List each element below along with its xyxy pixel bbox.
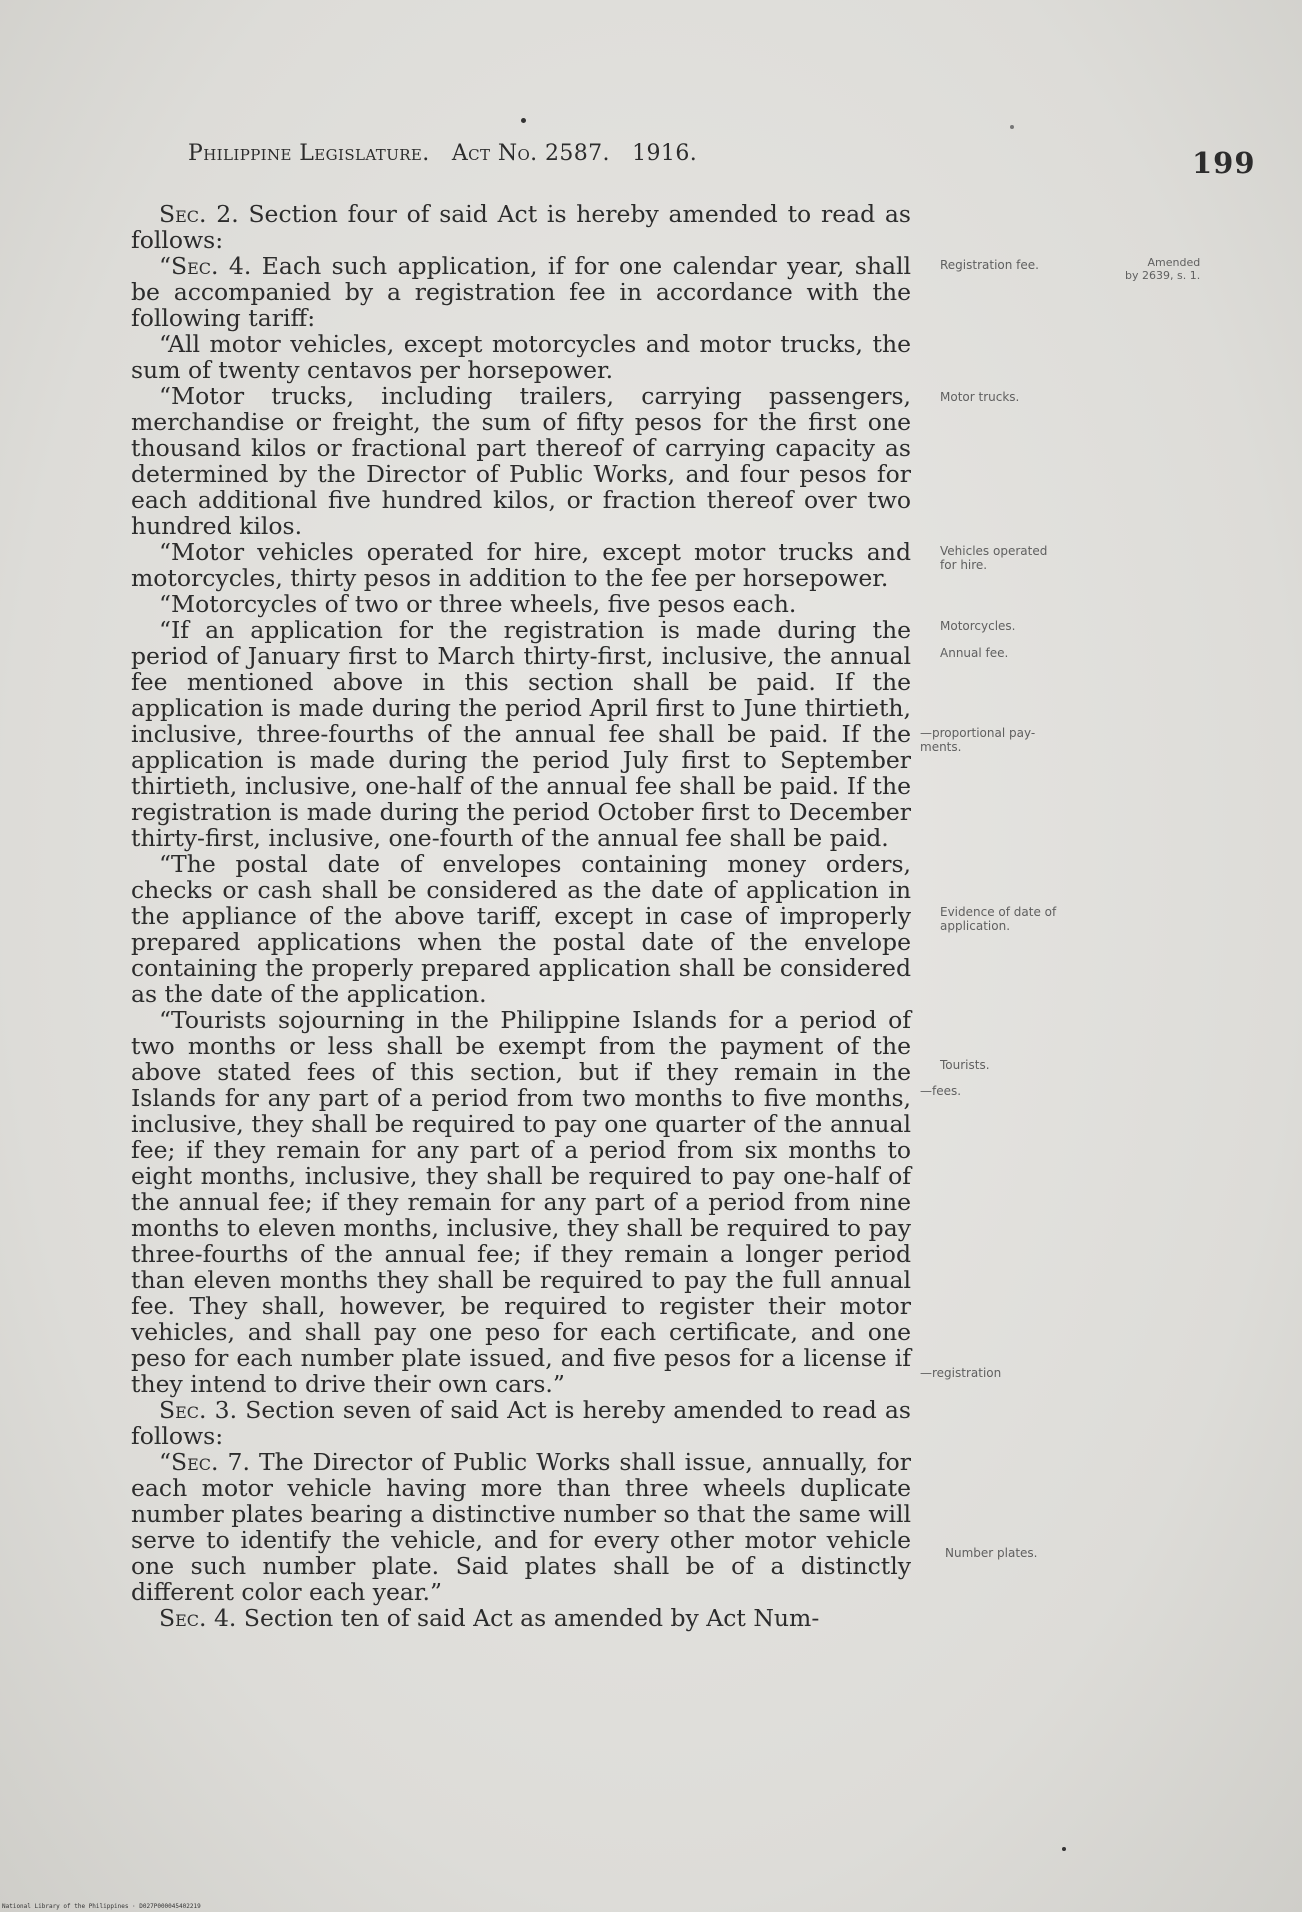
scan-speck <box>1062 1847 1066 1851</box>
margin-note-fees: —fees. <box>920 1084 962 1098</box>
amended-line: by 2639, s. 1. <box>1125 269 1201 282</box>
paragraph-text: Section seven of said Act is hereby amended to read as follows: <box>131 1396 911 1450</box>
paragraph-text: Section four of said Act is hereby amended to read as follows: <box>131 200 911 254</box>
paragraph-text: “Tourists sojourning in the Philippine Islands for a period of two months or less shall be exempt from the payment of the above stated fees of this section, but if they remain in the Islands for any part of a period from two months to five months, inclusive, they shall be required to pay one quarter of the annual fee; if they remain for any part of a period from six months to eight months, inclusive, they shall be required to pay one-half of the annual fee; if they remain for any part of a period from nine months to eleven months, inclusive, they shall be required to pay three-fourths of the annual fee; if they remain a longer period than eleven months they shall be required to pay the full annual fee. They shall, however, be required to register their motor vehicles, and shall pay one peso for each certificate, and one peso for each number plate issued, and five pesos for a license if they intend to drive their own cars.” <box>131 1006 911 1398</box>
margin-note-motorcycles: Motorcycles. <box>940 619 1016 633</box>
paragraph <box>131 539 911 591</box>
margin-note-proportional <box>920 726 1035 754</box>
note-line: for hire. <box>940 558 988 572</box>
paragraph <box>131 201 911 253</box>
paragraph-text: Section ten of said Act as amended by Act Num- <box>236 1604 820 1632</box>
note-line: application. <box>940 919 1011 933</box>
margin-note-number-plates: Number plates. <box>945 1546 1038 1560</box>
margin-note-vehicles-hire <box>940 544 1047 572</box>
note-line: —proportional pay- <box>920 726 1036 740</box>
section-label: Sec. 4. <box>159 1604 237 1632</box>
header-legislature: Philippine Legislature. <box>188 141 430 166</box>
margin-note-amended <box>1125 256 1200 282</box>
scan-speck <box>521 118 526 123</box>
paragraph <box>131 1397 911 1449</box>
paragraph <box>131 1449 911 1605</box>
paragraph <box>131 851 911 1007</box>
margin-note-tourists: Tourists. <box>940 1058 990 1072</box>
header-act: Act No. 2587. <box>451 141 610 166</box>
paragraph-text: “Motor trucks, including trailers, carrying passengers, merchandise or freight, the sum of fifty pesos for the first one thousand kilos or fractional part thereof of carrying capacity as determined by the Director of Public Works, and four pesos for each additional five hundred kilos, or fraction thereof over two hundred kilos. <box>131 382 911 540</box>
section-label: Sec. 3. <box>159 1396 238 1424</box>
paragraph <box>131 591 911 617</box>
margin-note-annual-fee: Annual fee. <box>940 646 1009 660</box>
paragraph <box>131 617 911 851</box>
running-header <box>188 141 697 166</box>
scan-speck <box>1010 125 1014 129</box>
section-label: “Sec. 7. <box>159 1448 250 1476</box>
paragraph <box>131 253 911 331</box>
paragraph-text: “If an application for the registration is made during the period of January first to March thirty-first, inclusive, the annual fee mentioned above in this section shall be paid. If the application is made during the period April first to June thirtieth, inclusive, three-fourths of the annual fee shall be paid. If the application is made during the period July first to September thirtieth, inclusive, one-half of the annual fee shall be paid. If the registration is made during the period October first to December thirty-first, inclusive, one-fourth of the annual fee shall be paid. <box>131 616 911 852</box>
margin-note-motor-trucks: Motor trucks. <box>940 390 1020 404</box>
header-year: 1916. <box>632 141 698 166</box>
paragraph-text: “The postal date of envelopes containing money orders, checks or cash shall be considered as the date of application in the appliance of the above tariff, except in case of improperly prepared applications when the postal date of the envelope containing the properly prepared application shall be considered as the date of the application. <box>131 850 911 1008</box>
paragraph-text: “All motor vehicles, except motorcycles and motor trucks, the sum of twenty centavos per horsepower. <box>131 330 911 384</box>
library-stamp: National Library of the Philippines · D027P000045402219 <box>2 1903 201 1910</box>
section-label: “Sec. 4. <box>159 252 252 280</box>
paragraph-text: “Motorcycles of two or three wheels, five pesos each. <box>159 590 797 618</box>
note-line: ments. <box>920 740 962 754</box>
margin-note-evidence <box>940 905 1056 933</box>
margin-note-registration: —registration <box>920 1366 1002 1380</box>
paragraph-text: The Director of Public Works shall issue, annually, for each motor vehicle having more than three wheels duplicate number plates bearing a distinctive number so that the same will serve to identify the vehicle, and for every other motor vehicle one such number plate. Said plates shall be of a distinctly different color each year.” <box>131 1448 911 1606</box>
paragraph <box>131 1605 911 1631</box>
paragraph-text: “Motor vehicles operated for hire, except motor trucks and motorcycles, thirty pesos in addition to the fee per horsepower. <box>131 538 911 592</box>
margin-note-registration-fee: Registration fee. <box>940 258 1039 272</box>
note-line: Vehicles operated <box>940 544 1048 558</box>
amended-line: Amended <box>1147 256 1201 269</box>
section-label: Sec. 2. <box>159 200 239 228</box>
note-line: Evidence of date of <box>940 905 1057 919</box>
paragraph <box>131 1007 911 1397</box>
page-number: 199 <box>1192 146 1256 180</box>
paragraph <box>131 383 911 539</box>
paragraph-text: Each such application, if for one calendar year, shall be accompanied by a registration fee in accordance with the following tariff: <box>131 252 912 332</box>
paragraph <box>131 331 911 383</box>
body-text <box>131 201 911 1631</box>
